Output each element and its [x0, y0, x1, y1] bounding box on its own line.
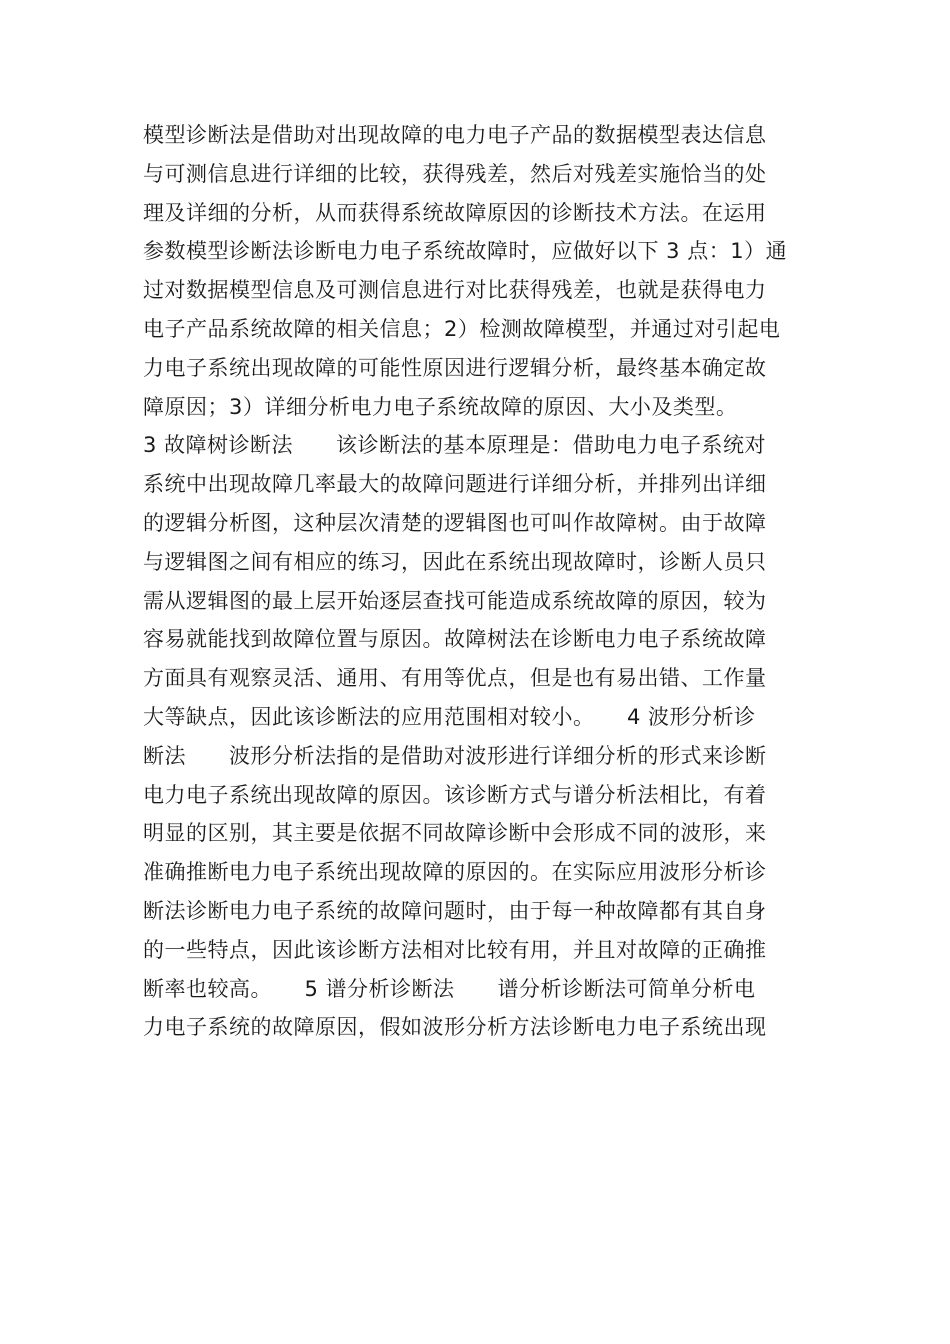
text-line: 系统中出现故障几率最大的故障问题进行详细分析，并排列出详细: [143, 472, 767, 497]
text-line: 电子产品系统故障的相关信息；2）检测故障模型，并通过对引起电: [143, 316, 781, 341]
text-line: 与可测信息进行详细的比较，获得残差，然后对残差实施恰当的处: [143, 161, 767, 186]
text-line: 断法诊断电力电子系统的故障问题时，由于每一种故障都有其自身: [143, 898, 767, 923]
text-line: 容易就能找到故障位置与原因。故障树法在诊断电力电子系统故障: [143, 627, 767, 652]
text-line: 方面具有观察灵活、通用、有用等优点，但是也有易出错、工作量: [143, 666, 767, 691]
text-line: 模型诊断法是借助对出现故障的电力电子产品的数据模型表达信息: [143, 123, 767, 147]
text-line: 大等缺点，因此该诊断法的应用范围相对较小。 4 波形分析诊: [143, 704, 756, 729]
text-line: 障原因；3）详细分析电力电子系统故障的原因、大小及类型。: [143, 394, 738, 419]
text-line: 的一些特点，因此该诊断方法相对比较有用，并且对故障的正确推: [143, 937, 767, 962]
text-line: 力电子系统出现故障的可能性原因进行逻辑分析，最终基本确定故: [143, 355, 767, 380]
text-line: 断率也较高。 5 谱分析诊断法 谱分析诊断法可简单分析电: [143, 976, 756, 1001]
text-line: 与逻辑图之间有相应的练习，因此在系统出现故障时，诊断人员只: [143, 549, 767, 574]
text-line: 3 故障树诊断法 该诊断法的基本原理是：借助电力电子系统对: [143, 433, 767, 458]
text-line: 的逻辑分析图，这种层次清楚的逻辑图也可叫作故障树。由于故障: [143, 510, 767, 535]
text-line: 理及详细的分析，从而获得系统故障原因的诊断技术方法。在运用: [143, 200, 767, 225]
text-line: 需从逻辑图的最上层开始逐层查找可能造成系统故障的原因，较为: [143, 588, 767, 613]
text-line: 断法 波形分析法指的是借助对波形进行详细分析的形式来诊断: [143, 743, 767, 768]
text-line: 电力电子系统出现故障的原因。该诊断方式与谱分析法相比，有着: [143, 782, 767, 807]
text-line: 参数模型诊断法诊断电力电子系统故障时，应做好以下 3 点：1）通: [143, 239, 788, 264]
text-line: 明显的区别，其主要是依据不同故障诊断中会形成不同的波形，来: [143, 821, 767, 846]
text-line: 力电子系统的故障原因，假如波形分析方法诊断电力电子系统出现: [143, 1015, 767, 1040]
text-line: 过对数据模型信息及可测信息进行对比获得残差，也就是获得电力: [143, 278, 767, 303]
body-text: [143, 116, 813, 1047]
text-line: 准确推断电力电子系统出现故障的原因的。在实际应用波形分析诊: [143, 860, 767, 885]
